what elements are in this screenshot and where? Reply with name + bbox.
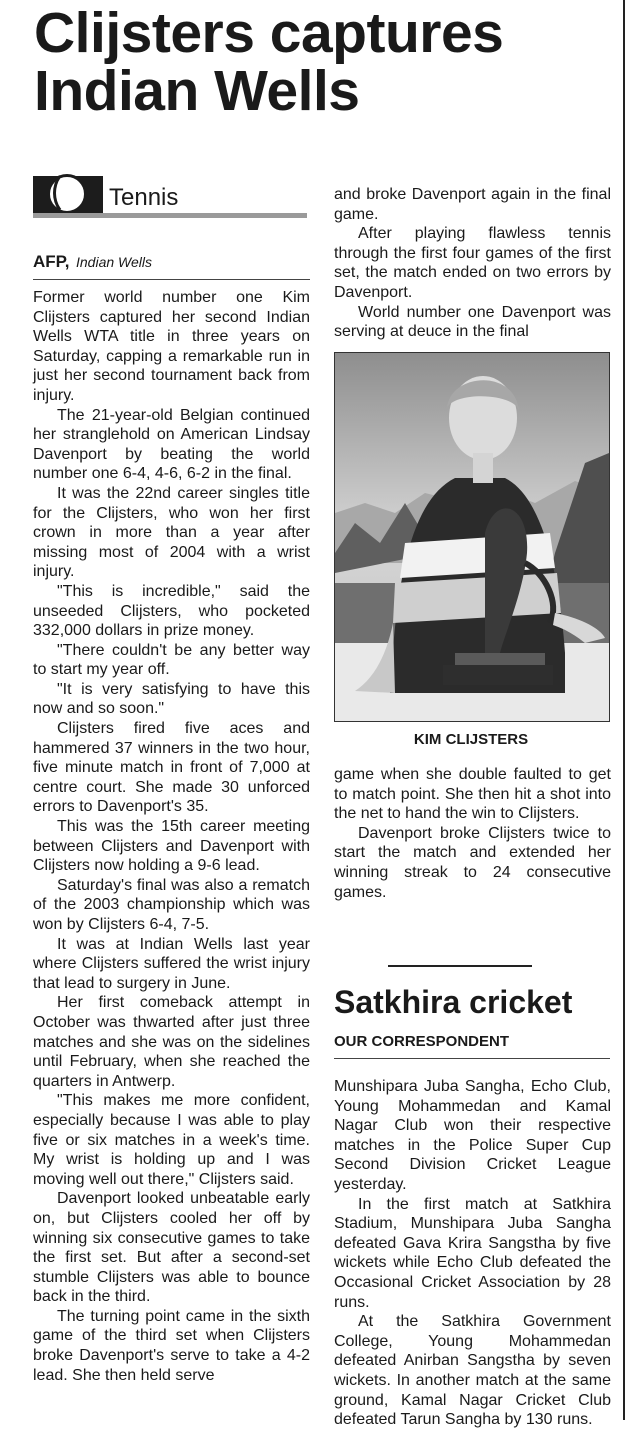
byline-place: Indian Wells bbox=[76, 254, 153, 270]
paragraph: After playing flawless tennis through the first four games of the first set, the match ended on two errors by Davenport. bbox=[334, 225, 611, 301]
paragraph: "There couldn't be any better way to start my year off. bbox=[33, 641, 310, 679]
paragraph: It was the 22nd career singles title for the Clijsters, who won her first crown in more than a year after missing most of 2004 with a wrist injury. bbox=[33, 484, 310, 581]
article-body-right-top bbox=[334, 185, 611, 342]
tennis-ball-icon bbox=[47, 174, 87, 214]
section-label: Tennis bbox=[109, 184, 179, 211]
photo-caption: KIM CLIJSTERS bbox=[413, 731, 529, 748]
paragraph: Munshipara Juba Sangha, Echo Club, Young Mohammedan and Kamal Nagar Club won their respective matches in the Police Super Cup Second Division Cricket League yesterday. bbox=[334, 1078, 611, 1193]
section-logo bbox=[33, 176, 310, 222]
paragraph: Saturday's final was also a rematch of the 2003 championship which was won by Clijsters 6-4, 7-5. bbox=[33, 876, 310, 933]
byline-agency: AFP, bbox=[33, 252, 70, 271]
column-rule bbox=[623, 0, 625, 1420]
paragraph: Her first comeback attempt in October was thwarted after just three matches and she was on the sidelines until February, when she reached the quarters in Antwerp. bbox=[33, 994, 310, 1090]
paragraph: At the Satkhira Government College, Young Mohammedan defeated Anirban Sangstha by seven wickets. In another match at the same ground, Kamal Nagar Cricket Club defeated Tarun Sangha by 130 runs. bbox=[334, 1313, 611, 1429]
paragraph: Former world number one Kim Clijsters captured her second Indian Wells WTA title in three years on Saturday, capping a remarkable run in just her second tournament back from injury. bbox=[33, 289, 310, 404]
paragraph: This was the 15th career meeting between Clijsters and Davenport with Clijsters now holding a 9-6 lead. bbox=[33, 818, 310, 875]
section-underline bbox=[33, 213, 307, 218]
byline bbox=[33, 252, 310, 280]
article-right-bottom bbox=[334, 757, 611, 902]
section-divider bbox=[388, 965, 532, 967]
paragraph: World number one Davenport was serving at deuce in the final bbox=[334, 303, 611, 341]
paragraph: "It is very satisfying to have this now and so soon." bbox=[33, 680, 310, 718]
paragraph: Davenport broke Clijsters twice to start the match and extended her winning streak to 24 consecutive games. bbox=[334, 824, 611, 901]
paragraph: The turning point came in the sixth game of the third set when Clijsters broke Davenport's serve to take a 4-2 lead. She then held serve bbox=[33, 1307, 310, 1384]
article-right-column bbox=[334, 185, 611, 342]
paragraph: Clijsters fired five aces and hammered 37 winners in the two hour, five minute match in front of 7,000 at centre court. She made 30 unforced errors to Davenport's 35. bbox=[33, 720, 310, 816]
cricket-byline: OUR CORRESPONDENT bbox=[334, 1033, 610, 1059]
cricket-body-text bbox=[334, 1077, 611, 1430]
cricket-article-body bbox=[334, 1069, 611, 1430]
paragraph: and broke Davenport again in the final game. bbox=[334, 186, 611, 223]
paragraph: In the first match at Satkhira Stadium, Munshipara Juba Sangha defeated Gava Krira Sangstha by five wickets while Echo Club defeated the Occasional Cricket Association by 28 runs. bbox=[334, 1195, 611, 1311]
player-photo bbox=[334, 352, 610, 722]
paragraph: Davenport looked unbeatable early on, but Clijsters cooled her off by winning six consecutive games to take the first set. But after a second-set stumble Clijsters was able to bounce back in the third. bbox=[33, 1190, 310, 1306]
paragraph: game when she double faulted to get to match point. She then hit a shot into the net to hand the win to Clijsters. bbox=[334, 766, 611, 823]
page-headline: Clijsters captures Indian Wells bbox=[34, 1, 504, 123]
article-body-right-bottom bbox=[334, 765, 611, 902]
tennis-logo-box bbox=[33, 176, 103, 214]
paragraph: The 21-year-old Belgian continued her stranglehold on American Lindsay Davenport by beating the world number one 6-4, 4-6, 6-2 in the final. bbox=[33, 406, 310, 483]
article-body-left bbox=[33, 288, 310, 1385]
cricket-headline: Satkhira cricket bbox=[334, 984, 573, 1020]
article-left-column bbox=[33, 176, 310, 1385]
paragraph: "This makes me more confident, especially because I was able to play five or six matches in a week's time. My wrist is holding up and I was moving well out there," Clijsters said. bbox=[33, 1092, 310, 1188]
paragraph: "This is incredible," said the unseeded Clijsters, who pocketed 332,000 dollars in prize money. bbox=[33, 582, 310, 640]
paragraph: It was at Indian Wells last year where Clijsters suffered the wrist injury that lead to surgery in June. bbox=[33, 935, 310, 992]
